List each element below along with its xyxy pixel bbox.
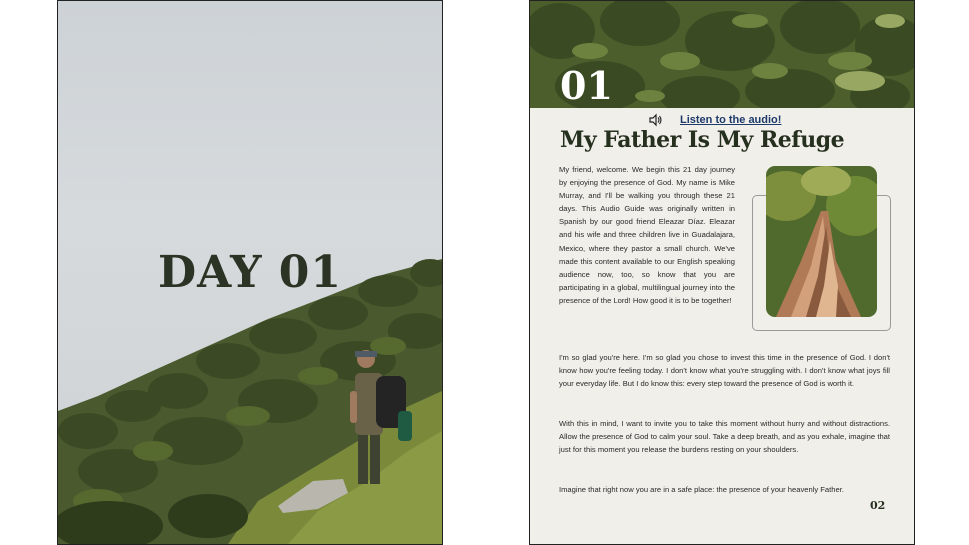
body-paragraph: With this in mind, I want to invite you to take this moment without hurry and without distractions. Allow the presence of God to calm your soul. Take a deep breath, and as you exhale, imagine that just for this moment you release the burdens resting on your shoulders. [559, 419, 890, 455]
chapter-number: 01 [560, 63, 613, 108]
body-paragraph: I'm so glad you're here. I'm so glad you chose to invest this time in the presence of God. I don't know how you're feeling today. I don't know what you're struggling with. I don't know what joys fill your everyday life. But I do know this: every step toward the presence of God is worth it. [559, 353, 890, 389]
day-title: DAY 01 [157, 247, 343, 298]
praying-hands-photo [766, 166, 877, 317]
speaker-icon[interactable] [648, 113, 662, 127]
left-page [57, 0, 443, 545]
audio-bar [648, 112, 781, 128]
intro-paragraph: My friend, welcome. We begin this 21 day journey by enjoying the presence of God. My name is Mike Murray, and I'll be walking you through these 21 days. This Audio Guide was originally written in Spanish by our good friend Eleazar Díaz. Eleazar and his wife and three children live in Guadalajara, Mexico, where they pastor a small church. We've made this content available to our English speaking audience now, too, so know that you are participating in a global, multilingual journey into the presence of the Lord! How good it is to be together! [559, 165, 735, 305]
page-title: My Father Is My Refuge [560, 127, 845, 153]
page-number: 02 [870, 499, 886, 512]
right-page [529, 0, 915, 545]
listen-audio-link[interactable]: Listen to the audio! [680, 114, 782, 126]
body-paragraph: Imagine that right now you are in a safe place: the presence of your heavenly Father. [559, 485, 844, 494]
